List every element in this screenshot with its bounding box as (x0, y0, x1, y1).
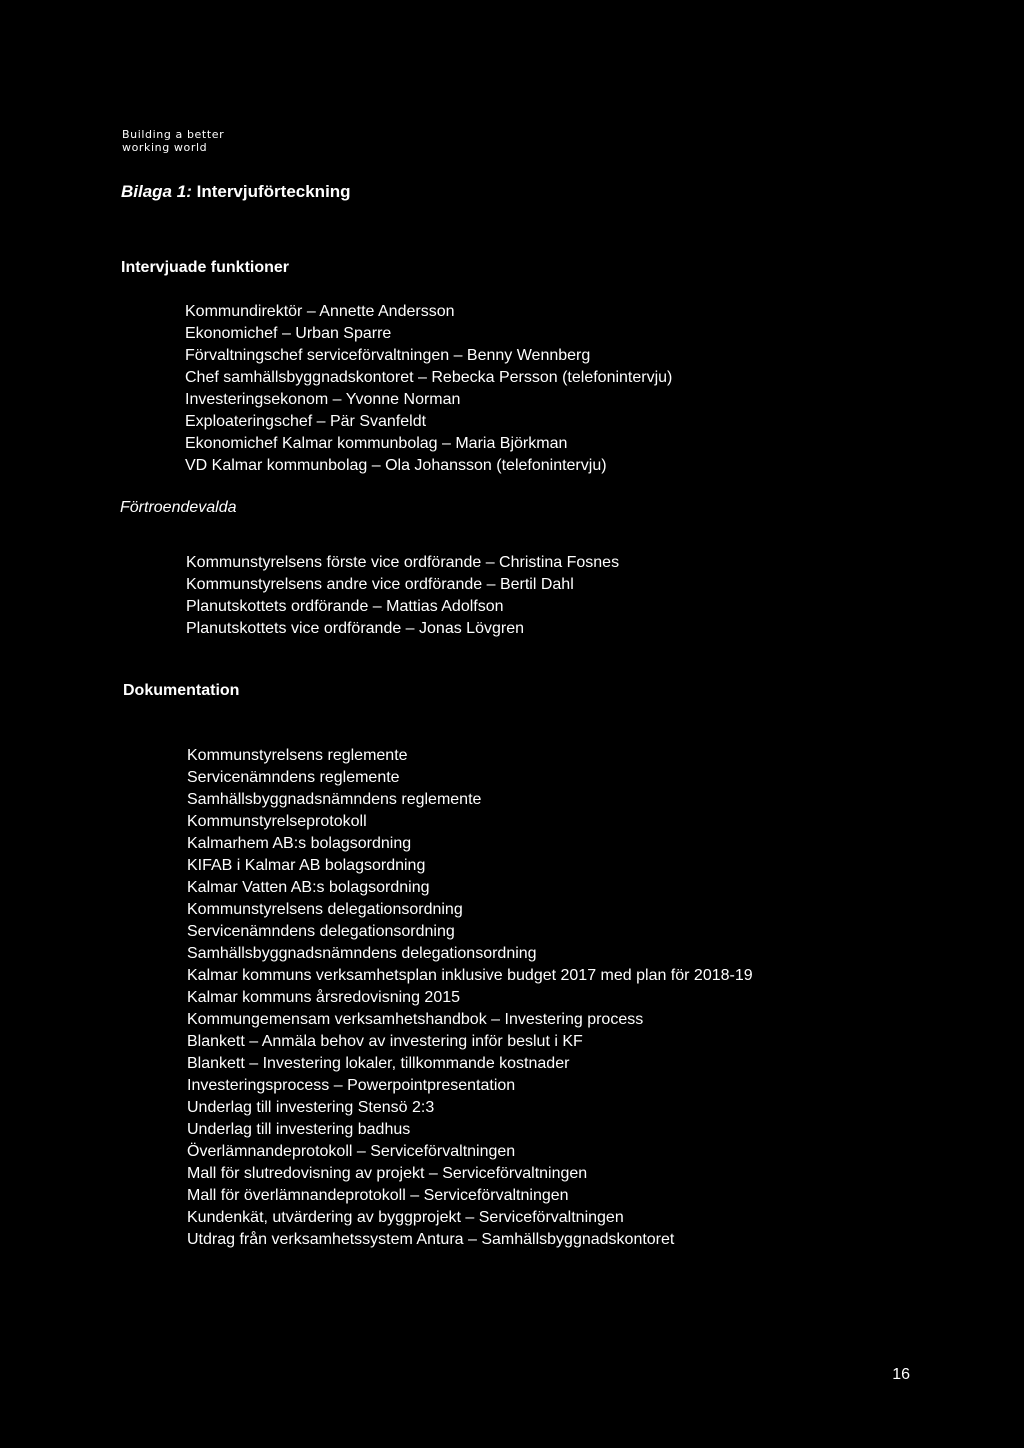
list-item: Kommunstyrelsens delegationsordning (187, 901, 463, 918)
list-item: Kommunstyrelsens förste vice ordförande – Christina Fosnes (186, 554, 620, 571)
list-item: Blankett – Investering lokaler, tillkommande kostnader (187, 1055, 570, 1072)
list-item: Kalmar kommuns årsredovisning 2015 (187, 989, 461, 1006)
section-heading-interviewed: Intervjuade funktioner (121, 259, 290, 276)
section-heading-documentation: Dokumentation (123, 682, 240, 699)
list-item: Servicenämndens delegationsordning (187, 923, 455, 940)
list-item: Förvaltningschef serviceförvaltningen – Benny Wennberg (185, 347, 591, 364)
list-item: Kalmar kommuns verksamhetsplan inklusive budget 2017 med plan för 2018-19 (187, 967, 753, 984)
list-item: Kalmarhem AB:s bolagsordning (187, 835, 412, 852)
tagline-line-1: Building a better (122, 128, 225, 141)
list-item: Chef samhällsbyggnadskontoret – Rebecka Persson (telefonintervju) (185, 369, 673, 386)
list-item: Mall för slutredovisning av projekt – Serviceförvaltningen (187, 1165, 588, 1182)
section-heading-elected: Förtroendevalda (120, 499, 237, 516)
list-item: Mall för överlämnandeprotokoll – Serviceförvaltningen (187, 1187, 569, 1204)
list-item: Exploateringschef – Pär Svanfeldt (185, 413, 427, 430)
brand-tagline (122, 128, 224, 154)
list-item: Kommunstyrelsens reglemente (187, 747, 408, 764)
list-item: Ekonomichef Kalmar kommunbolag – Maria Björkman (185, 435, 568, 452)
list-item: Investeringsekonom – Yvonne Norman (185, 391, 461, 408)
list-item: Servicenämndens reglemente (187, 769, 400, 786)
list-item: Planutskottets ordförande – Mattias Adolfson (186, 598, 504, 615)
list-item: Utdrag från verksamhetssystem Antura – Samhällsbyggnadskontoret (187, 1231, 675, 1248)
title-text: Intervjuförteckning (196, 182, 351, 201)
list-item: Underlag till investering Stensö 2:3 (187, 1099, 435, 1116)
tagline-line-2: working world (122, 141, 208, 154)
list-item: Samhällsbyggnadsnämndens delegationsordning (187, 945, 537, 962)
list-item: Samhällsbyggnadsnämndens reglemente (187, 791, 482, 808)
list-item: Överlämnandeprotokoll – Serviceförvaltningen (187, 1143, 516, 1160)
list-item: Investeringsprocess – Powerpointpresentation (187, 1077, 516, 1094)
list-item: Kommunstyrelseprotokoll (187, 813, 367, 830)
list-item: KIFAB i Kalmar AB bolagsordning (187, 857, 426, 874)
list-item: Blankett – Anmäla behov av investering inför beslut i KF (187, 1033, 583, 1050)
list-item: Kalmar Vatten AB:s bolagsordning (187, 879, 430, 896)
page-title (121, 182, 351, 202)
list-item: Ekonomichef – Urban Sparre (185, 325, 392, 342)
documentation-list (187, 745, 753, 1251)
list-item: Kommunstyrelsens andre vice ordförande – Bertil Dahl (186, 576, 574, 593)
page-number: 16 (892, 1366, 910, 1383)
elected-list (186, 552, 619, 640)
interviewed-list (185, 301, 672, 477)
title-prefix: Bilaga 1: (121, 182, 192, 201)
list-item: Kommungemensam verksamhetshandbok – Investering process (187, 1011, 644, 1028)
list-item: Planutskottets vice ordförande – Jonas Lövgren (186, 620, 524, 637)
list-item: Kundenkät, utvärdering av byggprojekt – Serviceförvaltningen (187, 1209, 624, 1226)
list-item: VD Kalmar kommunbolag – Ola Johansson (telefonintervju) (185, 457, 607, 474)
list-item: Kommundirektör – Annette Andersson (185, 303, 455, 320)
list-item: Underlag till investering badhus (187, 1121, 411, 1138)
